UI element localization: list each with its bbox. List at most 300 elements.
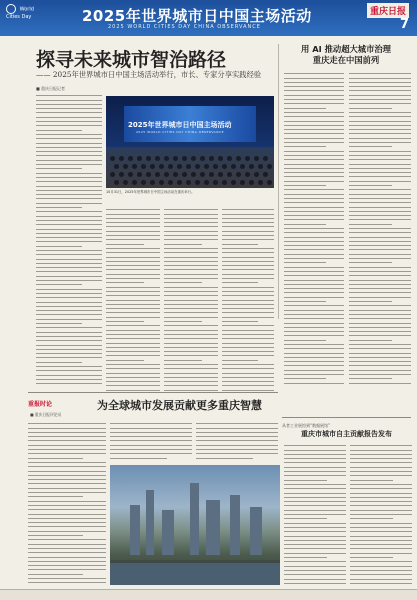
text-line: [106, 278, 160, 279]
text-line: [36, 147, 102, 148]
text-line: [349, 232, 411, 233]
text-line: [28, 462, 106, 463]
text-line: [106, 325, 160, 326]
text-line: [164, 265, 218, 266]
text-line: [222, 308, 274, 309]
text-line: [284, 450, 346, 451]
river: [110, 563, 280, 585]
text-line: [222, 214, 274, 215]
globe-icon: [6, 4, 16, 14]
text-line: [106, 334, 160, 335]
text-line: [349, 133, 411, 134]
text-line: [284, 318, 344, 319]
text-line: [28, 423, 106, 424]
audience-member: [110, 156, 115, 161]
text-line: [284, 462, 346, 463]
text-line: [284, 570, 346, 571]
text-line: [28, 432, 106, 433]
text-line: [284, 78, 344, 79]
text-line: [349, 314, 411, 315]
audience-member: [191, 172, 196, 177]
audience-member: [254, 156, 259, 161]
text-line: [36, 271, 102, 272]
audience-member: [164, 172, 169, 177]
audience-member: [114, 180, 119, 185]
building: [230, 495, 240, 555]
text-line: [284, 514, 346, 515]
text-line: [196, 445, 278, 446]
text-line: [222, 209, 274, 210]
text-line: [36, 95, 102, 96]
audience-member: [222, 180, 227, 185]
text-line: [164, 300, 218, 301]
text-line: [28, 582, 106, 583]
text-line: [28, 522, 106, 523]
text-line: [284, 297, 344, 298]
audience: [106, 148, 274, 188]
audience-member: [263, 156, 268, 161]
audience-member: [213, 180, 218, 185]
text-line: [350, 536, 412, 537]
text-line: [222, 300, 274, 301]
text-line: [284, 90, 344, 91]
text-line: [349, 249, 411, 250]
text-line: [349, 155, 411, 156]
text-line: [106, 261, 160, 262]
lead-subhead: —— 2025年世界城市日中国主场活动举行，市长、专家分享实践经验: [36, 70, 262, 79]
text-line: [36, 100, 102, 101]
body-text: [110, 423, 192, 462]
text-line: [284, 292, 344, 293]
audience-member: [119, 156, 124, 161]
text-line: [222, 351, 274, 352]
text-line: [284, 288, 344, 289]
text-line: [164, 274, 218, 275]
text-line: [164, 269, 218, 270]
text-line: [284, 497, 346, 498]
text-line: [349, 301, 392, 302]
text-line: [222, 364, 274, 365]
text-line: [284, 579, 346, 580]
text-line: [28, 574, 83, 575]
audience-member: [159, 180, 164, 185]
text-line: [196, 449, 278, 450]
text-line: [284, 176, 344, 177]
text-line: [350, 527, 412, 528]
body-text: [196, 423, 278, 462]
text-line: [284, 142, 344, 143]
text-line: [106, 257, 160, 258]
section-rule: [28, 392, 278, 393]
text-line: [164, 304, 218, 305]
text-line: [350, 493, 412, 494]
text-line: [106, 209, 160, 210]
text-line: [36, 220, 102, 221]
text-line: [106, 239, 160, 240]
text-line: [284, 125, 344, 126]
text-line: [222, 287, 274, 288]
text-line: [350, 579, 412, 580]
audience-member: [204, 180, 209, 185]
text-line: [36, 155, 102, 156]
text-line: [284, 331, 344, 332]
text-line: [106, 360, 144, 361]
building: [250, 507, 262, 555]
audience-member: [218, 156, 223, 161]
body-text: [28, 423, 106, 583]
text-line: [350, 553, 412, 554]
body-text: [164, 209, 218, 391]
text-line: [349, 82, 411, 83]
text-line: [196, 436, 278, 437]
text-line: [349, 383, 411, 384]
text-line: [349, 237, 411, 238]
newspaper-brand: 重庆日报: [367, 3, 409, 18]
text-line: [222, 304, 274, 305]
audience-member: [191, 156, 196, 161]
text-line: [106, 338, 160, 339]
text-line: [349, 121, 411, 122]
audience-member: [146, 156, 151, 161]
text-line: [106, 287, 160, 288]
world-cities-day-logo: [6, 4, 46, 32]
text-line: [164, 261, 218, 262]
text-line: [349, 241, 411, 242]
lead-headline: 探寻未来城市智治路径: [36, 49, 227, 71]
text-line: [28, 548, 106, 549]
text-line: [36, 151, 102, 152]
text-line: [36, 160, 102, 161]
text-line: [222, 278, 274, 279]
text-line: [284, 445, 346, 446]
text-column-1: [36, 86, 102, 386]
text-line: [164, 248, 218, 249]
text-line: [349, 181, 411, 182]
text-line: [284, 99, 344, 100]
text-line: [222, 325, 274, 326]
text-line: [284, 215, 344, 216]
text-line: [36, 280, 102, 281]
text-line: [284, 327, 344, 328]
text-column-3: [164, 206, 218, 391]
text-line: [164, 343, 218, 344]
text-line: [36, 190, 102, 191]
text-line: [284, 237, 344, 238]
audience-member: [168, 180, 173, 185]
text-line: [284, 348, 344, 349]
text-line: [349, 370, 411, 371]
text-line: [284, 523, 346, 524]
text-line: [284, 370, 344, 371]
text-line: [222, 381, 274, 382]
text-line: [36, 345, 102, 346]
text-line: [36, 143, 102, 144]
text-line: [350, 514, 412, 515]
text-line: [36, 203, 102, 204]
text-line: [36, 104, 102, 105]
text-line: [222, 338, 274, 339]
masthead: [0, 0, 417, 36]
text-line: [349, 95, 411, 96]
text-line: [222, 360, 258, 361]
text-line: [110, 440, 192, 441]
text-line: [284, 95, 344, 96]
text-line: [36, 117, 102, 118]
text-line: [284, 194, 344, 195]
right-column-1: [284, 442, 346, 587]
text-line: [284, 284, 344, 285]
text-line: [349, 267, 411, 268]
text-line: [36, 259, 102, 260]
text-line: [164, 257, 218, 258]
text-line: [196, 423, 278, 424]
text-column-4: [222, 206, 274, 391]
text-line: [164, 218, 218, 219]
audience-member: [258, 180, 263, 185]
text-line: [106, 351, 160, 352]
text-line: [284, 544, 346, 545]
text-line: [106, 300, 160, 301]
text-line: [164, 330, 218, 331]
text-line: [349, 280, 411, 281]
text-line: [36, 263, 102, 264]
text-line: [164, 287, 218, 288]
text-line: [36, 323, 82, 324]
text-line: [36, 297, 102, 298]
audience-member: [263, 172, 268, 177]
page-number: 7: [399, 17, 409, 32]
text-line: [349, 112, 411, 113]
text-line: [28, 509, 106, 510]
body-text: [284, 73, 344, 385]
text-line: [36, 246, 82, 247]
text-line: [164, 321, 202, 322]
audience-member: [146, 172, 151, 177]
screen-title: 2025年世界城市日中国主场活动: [128, 121, 232, 129]
text-line: [36, 284, 82, 285]
text-line: [222, 282, 258, 283]
text-line: [222, 257, 274, 258]
audience-member: [254, 172, 259, 177]
audience-member: [249, 180, 254, 185]
audience-member: [114, 164, 119, 169]
body-text: [350, 445, 412, 587]
text-line: [28, 539, 106, 540]
text-line: [349, 103, 411, 104]
byline: ■ 重庆日报记者: [36, 86, 66, 91]
text-line: [36, 379, 102, 380]
text-line: [28, 466, 106, 467]
text-line: [106, 330, 160, 331]
text-line: [284, 527, 346, 528]
text-line: [106, 226, 160, 227]
text-line: [36, 370, 102, 371]
text-line: [28, 552, 106, 553]
text-line: [284, 202, 344, 203]
text-line: [222, 291, 274, 292]
audience-member: [200, 156, 205, 161]
text-line: [106, 291, 160, 292]
text-line: [222, 317, 274, 318]
text-line: [284, 245, 344, 246]
page-footer: [0, 589, 417, 600]
text-line: [222, 377, 274, 378]
text-line: [36, 108, 102, 109]
text-line: [222, 269, 274, 270]
text-line: [284, 471, 346, 472]
text-line: [284, 159, 344, 160]
text-line: [284, 458, 346, 459]
text-line: [350, 540, 412, 541]
text-line: [36, 250, 102, 251]
text-line: [28, 514, 106, 515]
text-line: [284, 561, 346, 562]
text-line: [28, 436, 106, 437]
text-line: [349, 284, 411, 285]
text-line: [284, 374, 344, 375]
text-line: [110, 458, 167, 459]
text-line: [36, 276, 102, 277]
text-line: [222, 385, 274, 386]
text-line: [36, 130, 82, 131]
text-line: [284, 484, 346, 485]
text-line: [106, 222, 160, 223]
text-line: [222, 244, 258, 245]
text-line: [284, 151, 344, 152]
text-line: [284, 353, 344, 354]
text-line: [196, 458, 253, 459]
text-line: [110, 449, 192, 450]
text-line: [349, 116, 411, 117]
column-divider: [278, 44, 279, 319]
text-line: [349, 353, 411, 354]
text-line: [284, 540, 346, 541]
text-line: [284, 262, 326, 263]
text-line: [196, 428, 278, 429]
text-line: [106, 269, 160, 270]
text-line: [36, 138, 102, 139]
text-line: [222, 252, 274, 253]
text-line: [106, 312, 160, 313]
text-line: [164, 385, 218, 386]
text-line: [106, 377, 160, 378]
text-line: [164, 244, 202, 245]
text-line: [164, 214, 218, 215]
text-line: [350, 501, 412, 502]
text-line: [284, 536, 346, 537]
text-line: [36, 173, 102, 174]
text-line: [28, 565, 106, 566]
text-line: [106, 381, 160, 382]
text-line: [110, 428, 192, 429]
text-line: [28, 483, 106, 484]
text-line: [349, 78, 411, 79]
text-line: [284, 258, 344, 259]
audience-member: [150, 164, 155, 169]
text-line: [349, 344, 411, 345]
text-line: [349, 365, 411, 366]
audience-member: [155, 156, 160, 161]
text-line: [36, 237, 102, 238]
text-line: [164, 347, 218, 348]
text-line: [350, 570, 412, 571]
text-line: [350, 484, 412, 485]
text-line: [284, 207, 344, 208]
text-line: [28, 492, 106, 493]
text-line: [28, 505, 106, 506]
text-line: [164, 222, 218, 223]
audience-member: [209, 172, 214, 177]
text-line: [284, 583, 346, 584]
commentary-column-2: [110, 420, 192, 462]
text-line: [350, 497, 412, 498]
text-line: [164, 226, 218, 227]
text-line: [36, 357, 102, 358]
commentary-tag: 重报时论: [28, 401, 53, 408]
audience-member: [182, 156, 187, 161]
text-line: [28, 561, 106, 562]
text-line: [28, 445, 106, 446]
text-line: [349, 288, 411, 289]
text-line: [284, 146, 326, 147]
text-line: [106, 248, 160, 249]
side-headline-line-2: 重庆走在中国前列: [312, 55, 380, 65]
text-line: [106, 355, 160, 356]
text-line: [164, 312, 218, 313]
text-line: [350, 510, 412, 511]
text-line: [349, 262, 392, 263]
text-line: [222, 334, 274, 335]
text-line: [284, 505, 346, 506]
text-line: [284, 249, 344, 250]
audience-member: [159, 164, 164, 169]
audience-member: [245, 156, 250, 161]
text-line: [164, 317, 218, 318]
text-line: [284, 574, 346, 575]
text-line: [36, 194, 102, 195]
text-line: [349, 185, 392, 186]
text-line: [349, 271, 411, 272]
text-line: [222, 274, 274, 275]
text-line: [164, 209, 218, 210]
text-line: [28, 501, 106, 502]
text-line: [349, 211, 411, 212]
audience-member: [245, 172, 250, 177]
text-line: [36, 177, 102, 178]
text-line: [284, 518, 327, 519]
text-line: [349, 348, 411, 349]
audience-member: [236, 156, 241, 161]
text-line: [350, 583, 412, 584]
text-line: [350, 488, 412, 489]
text-line: [164, 377, 218, 378]
text-line: [349, 340, 392, 341]
text-line: [36, 340, 102, 341]
banner-title: 2025年世界城市日中国主场活动: [82, 7, 312, 25]
text-line: [106, 274, 160, 275]
commentary-column-3: [196, 420, 278, 462]
text-line: [106, 390, 160, 391]
text-line: [28, 453, 106, 454]
audience-member: [267, 164, 272, 169]
text-line: [349, 73, 411, 74]
text-line: [349, 198, 411, 199]
audience-member: [123, 164, 128, 169]
text-line: [349, 224, 392, 225]
text-line: [196, 440, 278, 441]
text-line: [28, 518, 106, 519]
audience-member: [240, 164, 245, 169]
